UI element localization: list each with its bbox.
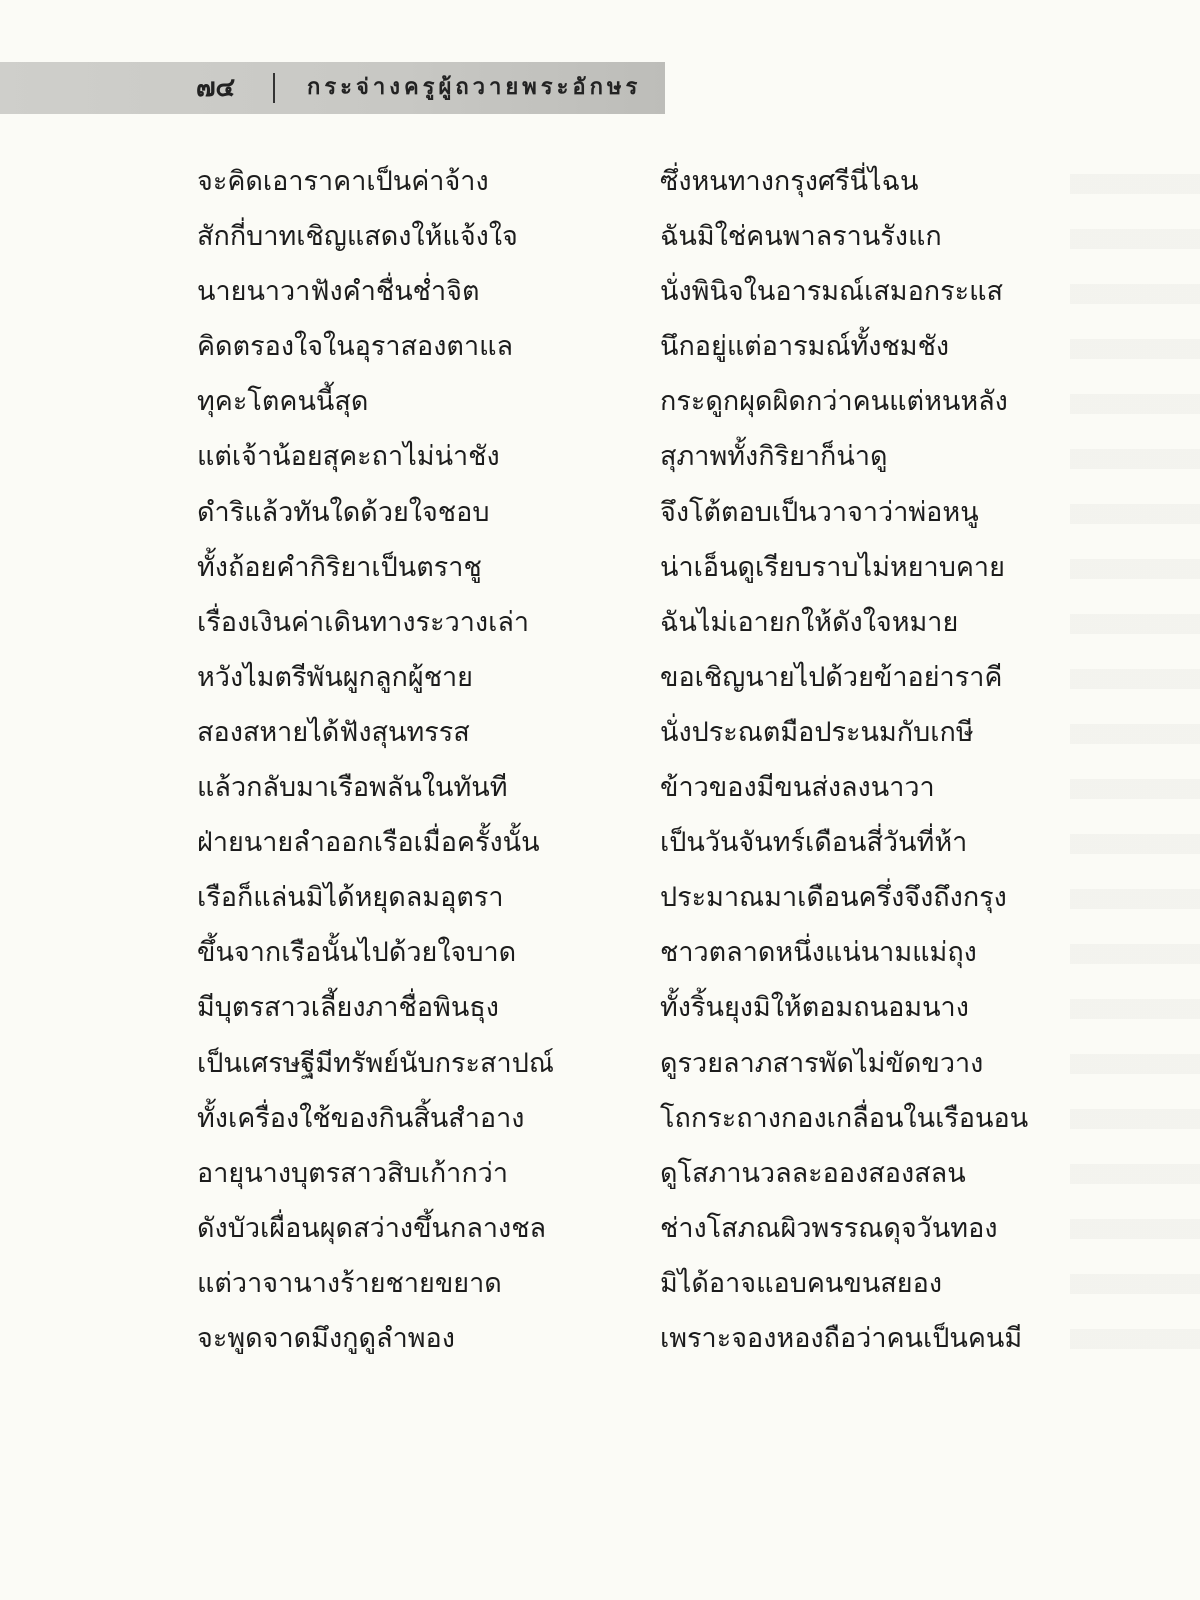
verse-right: เพราะจองหองถือว่าคนเป็นคนมี bbox=[660, 1322, 1023, 1354]
verse-row bbox=[0, 546, 1200, 601]
verse-row bbox=[0, 876, 1200, 931]
book-title: กระจ่างครูผู้ถวายพระอักษร bbox=[307, 75, 642, 100]
verse-right: เป็นวันจันทร์เดือนสี่วันที่ห้า bbox=[660, 827, 968, 859]
verse-row bbox=[0, 325, 1200, 380]
header-divider bbox=[273, 73, 275, 103]
verse-left: ดังบัวเผื่อนผุดสว่างขึ้นกลางชล bbox=[197, 1212, 547, 1244]
verse-right: จึงโต้ตอบเป็นวาจาว่าพ่อหนู bbox=[660, 496, 979, 528]
verse-left: ทั้งเครื่องใช้ของกินสิ้นสำอาง bbox=[197, 1102, 525, 1134]
verse-right: โถกระถางกองเกลื่อนในเรือนอน bbox=[660, 1102, 1029, 1134]
verse-right: นึกอยู่แต่อารมณ์ทั้งชมชัง bbox=[660, 331, 950, 363]
poem-body bbox=[0, 160, 1200, 1372]
verse-row bbox=[0, 215, 1200, 270]
verse-left: นายนาวาฟังคำชื่นช่ำจิต bbox=[197, 276, 480, 308]
verse-left: สักกี่บาทเชิญแสดงให้แจ้งใจ bbox=[197, 221, 518, 253]
verse-right: ทั้งริ้นยุงมิให้ตอมถนอมนาง bbox=[660, 992, 969, 1024]
verse-row bbox=[0, 1152, 1200, 1207]
verse-right: ช่างโสภณผิวพรรณดุจวันทอง bbox=[660, 1212, 998, 1244]
verse-left: จะคิดเอาราคาเป็นค่าจ้าง bbox=[197, 166, 489, 197]
verse-row bbox=[0, 160, 1200, 215]
verse-left: แล้วกลับมาเรือพลันในทันที bbox=[197, 772, 508, 804]
verse-row bbox=[0, 931, 1200, 986]
verse-right: น่าเอ็นดูเรียบราบไม่หยาบคาย bbox=[660, 551, 1005, 583]
verse-right: ฉันไม่เอายกให้ดังใจหมาย bbox=[660, 606, 959, 638]
verse-left: เรื่องเงินค่าเดินทางระวางเล่า bbox=[197, 606, 530, 638]
verse-left: ดำริแล้วทันใดด้วยใจชอบ bbox=[197, 496, 490, 528]
verse-row bbox=[0, 1317, 1200, 1372]
verse-right: นั่งพินิจในอารมณ์เสมอกระแส bbox=[660, 276, 1004, 308]
verse-row bbox=[0, 656, 1200, 711]
verse-left: หวังไมตรีพันผูกลูกผู้ชาย bbox=[197, 661, 473, 693]
verse-row bbox=[0, 1207, 1200, 1262]
verse-row bbox=[0, 380, 1200, 435]
verse-row bbox=[0, 986, 1200, 1041]
verse-right: ข้าวของมีขนส่งลงนาวา bbox=[660, 772, 935, 804]
verse-row bbox=[0, 711, 1200, 766]
verse-row bbox=[0, 491, 1200, 546]
verse-left: แต่วาจานางร้ายชายขยาด bbox=[197, 1267, 502, 1299]
verse-row bbox=[0, 1262, 1200, 1317]
verse-row bbox=[0, 766, 1200, 821]
verse-row bbox=[0, 821, 1200, 876]
verse-row bbox=[0, 1042, 1200, 1097]
verse-left: เรือก็แล่นมิได้หยุดลมอุตรา bbox=[197, 882, 504, 914]
verse-row bbox=[0, 601, 1200, 656]
verse-right: ดูโสภานวลละอองสองสลน bbox=[660, 1157, 966, 1189]
verse-left: แต่เจ้าน้อยสุคะถาไม่น่าชัง bbox=[197, 441, 500, 473]
verse-left: คิดตรองใจในอุราสองตาแล bbox=[197, 331, 514, 363]
verse-left: เป็นเศรษฐีมีทรัพย์นับกระสาปณ์ bbox=[197, 1047, 554, 1079]
verse-row bbox=[0, 435, 1200, 490]
verse-left: ทั้งถ้อยคำกิริยาเป็นตราชู bbox=[197, 551, 482, 583]
verse-left: มีบุตรสาวเลี้ยงภาชื่อพินธุง bbox=[197, 992, 499, 1024]
verse-right: นั่งประณตมือประนมกับเกษี bbox=[660, 716, 974, 748]
verse-left: ขึ้นจากเรือนั้นไปด้วยใจบาด bbox=[197, 937, 517, 969]
verse-left: สองสหายได้ฟังสุนทรรส bbox=[197, 716, 470, 748]
verse-right: ดูรวยลาภสารพัดไม่ขัดขวาง bbox=[660, 1047, 984, 1079]
verse-right: กระดูกผุดผิดกว่าคนแต่หนหลัง bbox=[660, 386, 1008, 418]
verse-right: ซึ่งหนทางกรุงศรีนี่ไฉน bbox=[660, 166, 919, 197]
verse-right: สุภาพทั้งกิริยาก็น่าดู bbox=[660, 441, 888, 473]
verse-right: ประมาณมาเดือนครึ่งจึงถึงกรุง bbox=[660, 882, 1007, 914]
verse-right: ชาวตลาดหนึ่งแน่นามแม่ถุง bbox=[660, 937, 977, 969]
verse-row bbox=[0, 270, 1200, 325]
verse-left: ฝ่ายนายลำออกเรือเมื่อครั้งนั้น bbox=[197, 827, 540, 859]
verse-left: อายุนางบุตรสาวสิบเก้ากว่า bbox=[197, 1157, 509, 1189]
verse-row bbox=[0, 1097, 1200, 1152]
verse-left: จะพูดจาดมึงกูดูลำพอง bbox=[197, 1322, 455, 1354]
page-number: ๗๔ bbox=[196, 73, 236, 103]
verse-right: ฉันมิใช่คนพาลรานรังแก bbox=[660, 221, 942, 253]
verse-right: มิได้อาจแอบคนขนสยอง bbox=[660, 1267, 942, 1299]
verse-left: ทุคะโตคนนี้สุด bbox=[197, 386, 369, 418]
verse-right: ขอเชิญนายไปด้วยข้าอย่าราคี bbox=[660, 661, 1003, 693]
